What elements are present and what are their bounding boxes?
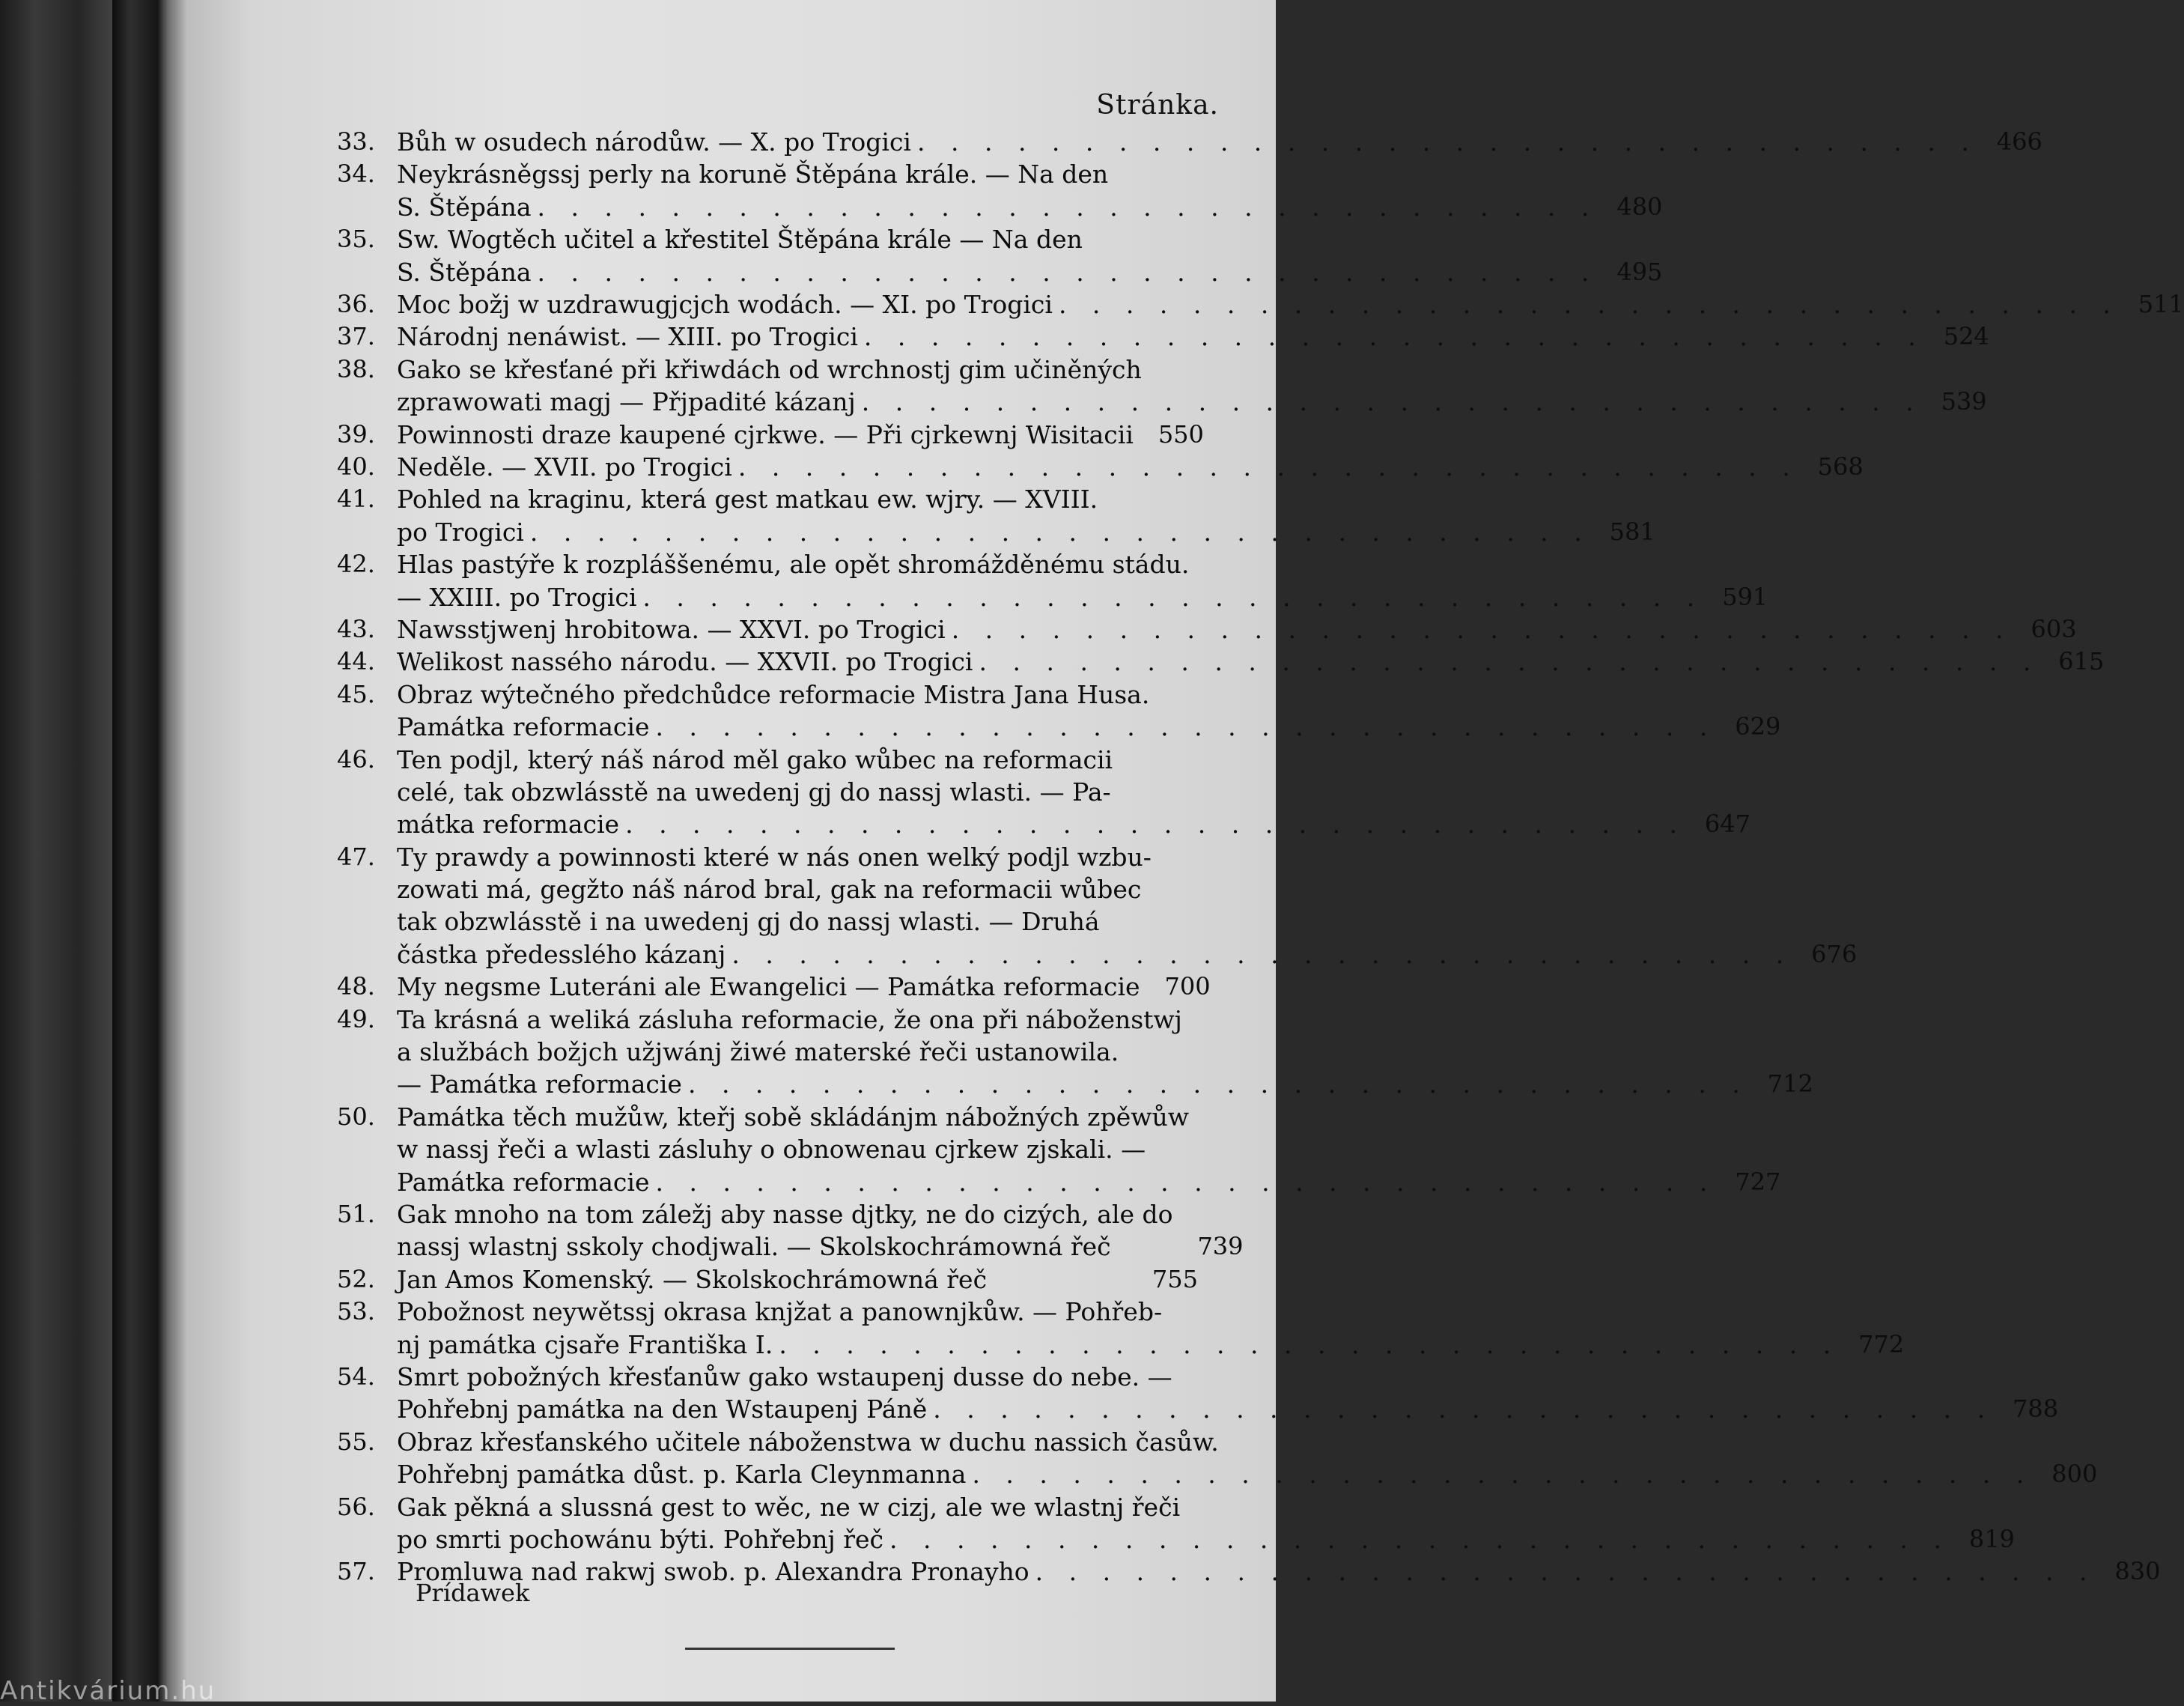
dot-leader: . . . . . . . . . . . . . . . . . . . . . . . . . . . . . . . . (933, 1394, 1995, 1424)
entry-body (397, 646, 2104, 678)
page-number: 568 (1817, 452, 1864, 481)
entry-title-text: Nawsstjwenj hrobitowa. — XXVI. po Trogici (397, 614, 946, 644)
entry-title-text: Památka těch mužůw, kteřj sobě skládánjm nábožných zpěwůw (397, 1102, 1189, 1132)
page-number: 480 (1616, 192, 1663, 221)
entry-line (397, 419, 1204, 451)
page-number (1686, 744, 1750, 776)
entry-line (397, 1491, 2015, 1523)
dot-leader (1189, 548, 1703, 580)
toc-entry (337, 1101, 1781, 1198)
entry-title-text: celé, tak obzwlásstě na uwedenj gj do nassj wlasti. — Pa- (397, 777, 1111, 807)
entry-title-text: Ta krásná a weliká zásluha reformacie, že ona při náboženstwj (397, 1004, 1182, 1034)
entry-title-text: My negsme Luteráni ale Ewangelici — Památka reformacie (397, 972, 1140, 1002)
entry-title-text: Obraz wýtečného předchůdce reformacie Mistra Jana Husa. (397, 679, 1150, 709)
entry-number: 34. (337, 160, 375, 189)
entry-body (397, 288, 2184, 321)
page-number (2033, 1426, 2097, 1458)
entry-title-text: Obraz křesťanského učitele náboženstwa w duchu nassich časůw. (397, 1427, 1219, 1457)
toc-entry (337, 419, 1204, 451)
dot-leader (1119, 1036, 1749, 1068)
dot-leader: . . . . . . . . . . . . . . . . . . . . . . . . . . . . . . . . (687, 1069, 1749, 1099)
toc-entry (337, 1361, 2059, 1426)
entry-line (397, 808, 1750, 840)
toc-entry (337, 1296, 1905, 1361)
entry-number: 54. (337, 1362, 375, 1391)
entry-body (397, 1426, 2097, 1491)
entry-number: 42. (337, 550, 375, 579)
entry-title-text: zprawowati magj — Přjpadité kázanj (397, 387, 856, 417)
page-number: 739 (1197, 1232, 1244, 1261)
entry-number: 52. (337, 1264, 375, 1293)
page-number: 591 (1722, 582, 1768, 611)
footer-rule (685, 1648, 895, 1650)
page-number (1792, 905, 1857, 938)
entry-line (397, 191, 1662, 223)
dot-leader: . . . . . . . . . . . . . . . . . . . . . . . . . . . . . . . . (655, 1167, 1717, 1197)
entry-title-text: tak obzwlásstě i na uwedenj gj do nassj wlasti. — Druhá (397, 907, 1100, 937)
entry-line (397, 516, 1655, 548)
dot-leader: . . . . . . . . . . . . . . . . . . . . . . . . . . . . . . . . (979, 647, 2040, 677)
entry-title-text: Pobožnost neywětssj okrasa knjžat a panownjkůw. — Pohřeb- (397, 1297, 1163, 1327)
entry-line (397, 1329, 1904, 1361)
entry-body (397, 158, 1662, 223)
dot-leader (1172, 1361, 1994, 1393)
entry-line (397, 223, 1662, 255)
entry-title-text: po smrti pochowánu býti. Pohřebnj řeč (397, 1524, 884, 1554)
dot-leader (1149, 679, 1716, 711)
dot-leader: . . . . . . . . . . . . . . . . . . . . . . . . . . . . . . . . (861, 387, 1923, 417)
entry-title-text: Památka reformacie (397, 1167, 650, 1197)
entry-body (397, 451, 1864, 483)
entry-body (397, 1101, 1780, 1198)
dot-leader (1189, 1101, 1716, 1133)
page-number (1792, 841, 1857, 873)
dot-leader (1108, 158, 1598, 190)
page-number (1749, 1036, 1813, 1068)
entry-line (397, 256, 1662, 288)
page-number: 511 (2138, 289, 2184, 318)
page-number (1598, 158, 1662, 190)
entry-line (397, 158, 1662, 190)
entry-number: 41. (337, 485, 375, 514)
dot-leader: . . . . . . . . . . . . . . . . . . . . . . . . . . . . . . . . (1035, 1557, 2096, 1587)
page-number: 830 (2114, 1557, 2161, 1586)
page-number: 466 (1996, 127, 2042, 156)
toc-entry (337, 679, 1781, 744)
entry-line (397, 1068, 1813, 1100)
dot-leader (1113, 744, 1686, 776)
entry-line (397, 1393, 2058, 1425)
entry-line (397, 873, 1857, 905)
entry-title-text: S. Štěpána (397, 192, 532, 222)
entry-title-text: S. Štěpána (397, 257, 532, 287)
entry-body (397, 1555, 2161, 1588)
entry-line (397, 744, 1750, 776)
page-number: 712 (1767, 1069, 1813, 1099)
entry-number: 38. (337, 354, 375, 383)
toc-entry (337, 548, 1768, 613)
watermark: Antikvárium.hu (0, 1676, 216, 1706)
page-number: 700 (1164, 972, 1211, 1001)
toc-entry (337, 158, 1663, 223)
dot-leader: . . . . . . . . . . . . . . . . . . . . . . . . . . . . . . . . (737, 452, 1799, 482)
page-number (1716, 1101, 1780, 1133)
entry-line (397, 1426, 2097, 1458)
entry-body (397, 1361, 2058, 1426)
entry-line (397, 386, 1987, 418)
page-number: 676 (1811, 939, 1858, 968)
entry-number: 39. (337, 419, 375, 449)
page-number: 550 (1158, 419, 1204, 449)
entry-line (397, 841, 1857, 873)
entry-number: 46. (337, 744, 375, 774)
entry-title-text: částka předesslého kázanj (397, 939, 726, 969)
page-number (1950, 1491, 2015, 1523)
entry-title-text: Gako se křesťané při křiwdách od wrchnostj gim učiněných (397, 354, 1142, 384)
entry-body (397, 613, 2077, 646)
page-number (1792, 873, 1857, 905)
dot-leader (1111, 776, 1686, 808)
dot-leader: . . . . . . . . . . . . . . . . . . . . . . . . . . . . . . . . (951, 614, 2013, 644)
entry-number: 43. (337, 614, 375, 643)
dot-leader (1134, 419, 1140, 451)
entry-line (397, 905, 1857, 938)
entry-line (397, 971, 1211, 1003)
entry-body (397, 1296, 1904, 1361)
page-number (1994, 1361, 2058, 1393)
entry-number: 40. (337, 452, 375, 481)
entry-body (397, 548, 1768, 613)
page-number (1716, 679, 1780, 711)
entry-line (397, 1004, 1813, 1036)
entry-title-text: Hlas pastýře k rozpláššenému, ale opět shromážděnému stádu. (397, 550, 1190, 580)
entry-title-text: Smrt pobožných křesťanůw gako wstaupenj dusse do nebe. — (397, 1362, 1172, 1391)
dot-leader: . . . . . . . . . . . . . . . . . . . . . . . . . . . . . . . . (731, 939, 1793, 969)
entry-line (397, 679, 1780, 711)
entry-body (397, 483, 1655, 548)
page-number (1686, 776, 1750, 808)
entry-number: 53. (337, 1297, 375, 1326)
dot-leader: . . . . . . . . . . . . . . . . . . . . . . . . . . . . . . . . (537, 257, 1599, 287)
dot-leader: . . . . . . . . . . . . . . . . . . . . . . . . . . . . . . . . (889, 1524, 1950, 1554)
entry-line (397, 1230, 1244, 1263)
dot-leader (1083, 223, 1599, 255)
entry-line (397, 1555, 2161, 1588)
page-number: 772 (1858, 1329, 1905, 1359)
entry-title-text: zowati má, gegžto náš národ bral, gak na reformacii wůbec (397, 875, 1142, 905)
toc-entry (337, 1263, 1198, 1296)
page-number: 603 (2031, 614, 2077, 643)
entry-title-text: Neděle. — XVII. po Trogici (397, 452, 732, 482)
entry-body (397, 971, 1211, 1003)
entry-number: 55. (337, 1427, 375, 1456)
entry-title-text: po Trogici (397, 517, 524, 547)
entry-title-text: Pohled na kraginu, která gest matkau ew. wjry. — XVIII. (397, 485, 1098, 514)
dot-leader: . . . . . . . . . . . . . . . . . . . . . . . . . . . . . . . . (863, 322, 1925, 352)
toc-entry (337, 1004, 1813, 1101)
dot-leader (1219, 1426, 2034, 1458)
entry-line (397, 1166, 1780, 1198)
page-number (1598, 223, 1662, 255)
entry-line (397, 938, 1857, 971)
entry-line (397, 1133, 1780, 1165)
entry-number: 35. (337, 225, 375, 254)
entry-line (397, 288, 2184, 321)
page-number: 524 (1943, 322, 1989, 351)
entry-body (397, 744, 1750, 841)
dot-leader: . . . . . . . . . . . . . . . . . . . . . . . . . . . . . . . . (972, 1460, 2034, 1490)
dot-leader (1173, 1198, 1179, 1230)
dot-leader: . . . . . . . . . . . . . . . . . . . . . . . . . . . . . . . . (779, 1329, 1840, 1359)
dot-leader: . . . . . . . . . . . . . . . . . . . . . . . . . . . . . . . . (655, 712, 1717, 742)
dot-leader (1098, 483, 1591, 515)
dot-leader: . . . . . . . . . . . . . . . . . . . . . . . . . . . . . . . . (537, 192, 1599, 222)
toc-entry (337, 1491, 2015, 1556)
entry-body (397, 679, 1780, 744)
entry-title-text: w nassj řeči a wlasti zásluhy o obnowenau cjrkew zjskali. — (397, 1135, 1146, 1165)
entry-title-text: — Památka reformacie (397, 1069, 682, 1099)
appendix-label: Prídawek (416, 1579, 530, 1607)
toc-entry (337, 841, 1858, 971)
toc-entry (337, 613, 2077, 646)
dot-leader: . . . . . . . . . . . . . . . . . . . . . . . . . . . . . . . . (529, 517, 1591, 547)
entry-line (397, 1296, 1904, 1328)
entry-title-text: Národnj nenáwist. — XIII. po Trogici (397, 322, 858, 352)
page-number: 495 (1616, 257, 1663, 286)
entry-number: 56. (337, 1492, 375, 1521)
entry-line (397, 1101, 1780, 1133)
page-number: 581 (1609, 517, 1655, 546)
entry-number: 51. (337, 1200, 375, 1229)
entry-line (397, 1523, 2015, 1555)
entry-body (397, 1198, 1244, 1263)
page-number: 647 (1704, 810, 1750, 839)
entry-number: 48. (337, 972, 375, 1001)
page-number: 819 (1968, 1524, 2015, 1553)
entry-line (397, 1198, 1244, 1230)
entry-body (397, 1263, 1198, 1296)
entry-title-text: mátka reformacie (397, 810, 620, 840)
entry-body (397, 321, 1989, 353)
page-number (1591, 483, 1655, 515)
entry-title-text: a službách božjch užjwánj žiwé materské řeči ustanowila. (397, 1037, 1119, 1067)
entry-number: 33. (337, 127, 375, 156)
entry-number: 50. (337, 1102, 375, 1131)
entry-title-text: — XXIII. po Trogici (397, 582, 637, 612)
entry-number: 49. (337, 1004, 375, 1033)
dot-leader (1182, 1004, 1749, 1036)
page-number: 788 (2013, 1394, 2059, 1424)
entry-number: 44. (337, 647, 375, 676)
toc-entry (337, 126, 2042, 158)
entry-title-text: Bůh w osudech národůw. — X. po Trogici (397, 127, 911, 157)
entry-title-text: Powinnosti draze kaupené cjrkwe. — Při cjrkewnj Wisitacii (397, 419, 1134, 449)
entry-body (397, 419, 1204, 451)
entry-line (397, 548, 1768, 580)
page-number (1703, 548, 1768, 580)
toc-entry (337, 353, 1987, 419)
toc-entry (337, 646, 2105, 678)
toc-entry (337, 744, 1750, 841)
dot-leader: . . . . . . . . . . . . . . . . . . . . . . . . . . . . . . . . (642, 582, 1704, 612)
entry-title-text: nj památka cjsaře Františka I. (397, 1329, 773, 1359)
entry-line (397, 1263, 1198, 1296)
entry-number: 36. (337, 289, 375, 318)
entry-number: 37. (337, 322, 375, 351)
entry-title-text: Promluwa nad rakwj swob. p. Alexandra Pronayho (397, 1557, 1029, 1587)
toc-entry (337, 483, 1655, 548)
page-number: 727 (1735, 1167, 1781, 1196)
page-number: 539 (1941, 387, 1987, 416)
dot-leader (1140, 971, 1146, 1003)
entry-title-text: Památka reformacie (397, 712, 650, 742)
page-number: 629 (1735, 712, 1781, 741)
entry-body (397, 126, 2042, 158)
dot-leader (987, 1263, 1134, 1296)
page-number (1179, 1198, 1244, 1230)
toc-entry (337, 321, 1989, 353)
dot-leader: . . . . . . . . . . . . . . . . . . . . . . . . . . . . . . . . (917, 127, 1978, 157)
page-number (1716, 1133, 1780, 1165)
entry-body (397, 353, 1987, 419)
entry-title-text: Neykrásněgssj perly na korunĕ Štěpána krále. — Na den (397, 160, 1109, 189)
dot-leader: . . . . . . . . . . . . . . . . . . . . . . . . . . . . . . . . (1058, 289, 2120, 319)
dot-leader (1141, 873, 1792, 905)
entry-body (397, 1004, 1813, 1101)
entry-title-text: Ty prawdy a powinnosti které w nás onen welký podjl wzbu- (397, 842, 1152, 872)
entry-title-text: Sw. Wogtěch učitel a křestitel Štěpána krále — Na den (397, 225, 1083, 255)
dot-leader (1162, 1296, 1840, 1328)
entry-number: 57. (337, 1557, 375, 1586)
book-page (187, 0, 2184, 1702)
entry-body (397, 841, 1857, 971)
entry-title-text: Moc božj w uzdrawugjcjch wodách. — XI. po Trogici (397, 289, 1053, 319)
entry-title-text: Jan Amos Komenský. — Skolskochrámowná řeč (397, 1264, 988, 1294)
spine-binding (112, 0, 157, 1702)
entry-title-text: Welikost nassého národu. — XXVII. po Trogici (397, 647, 973, 677)
entry-line (397, 1036, 1813, 1068)
entry-title-text: Gak pěkná a slussná gest to wěc, ne w cizj, ale we wlastnj řeči (397, 1492, 1181, 1522)
dot-leader: . . . . . . . . . . . . . . . . . . . . . . . . . . . . . . . . (625, 810, 1686, 840)
entry-title-text: Gak mnoho na tom záležj aby nasse djtky, ne do cizých, ale do (397, 1200, 1173, 1230)
entry-title-text: Pohřebnj památka důst. p. Karla Cleynmanna (397, 1460, 967, 1490)
dot-leader (1111, 1230, 1179, 1263)
dot-leader (1152, 841, 1792, 873)
entry-title-text: Pohřebnj památka na den Wstaupenj Páně (397, 1394, 928, 1424)
page-column-header: Stránka. (1096, 90, 1219, 121)
toc-entry (337, 451, 1864, 483)
entry-title-text: nassj wlastnj sskoly chodjwali. — Skolskochrámowná řeč (397, 1232, 1111, 1262)
toc-entry (337, 223, 1663, 288)
page-number: 800 (2051, 1460, 2098, 1489)
entry-body (397, 223, 1662, 288)
page-edge-shadow (157, 0, 187, 1702)
entry-line (397, 126, 2042, 158)
dot-leader (1180, 1491, 1950, 1523)
entry-number: 47. (337, 842, 375, 871)
entry-title-text: Ten podjl, který náš národ měl gako wůbec na reformacii (397, 744, 1113, 774)
entry-line (397, 451, 1864, 483)
table-of-contents (337, 126, 2184, 1588)
page-number: 755 (1152, 1264, 1198, 1293)
dot-leader (1142, 353, 1923, 386)
page-number (1749, 1004, 1813, 1036)
dot-leader (1146, 1133, 1716, 1165)
toc-entry (337, 1426, 2098, 1491)
entry-line (397, 711, 1780, 743)
entry-line (397, 483, 1655, 515)
page-number: 615 (2058, 647, 2105, 676)
dot-leader (1100, 905, 1793, 938)
entry-line (397, 581, 1768, 613)
entry-line (397, 321, 1989, 353)
entry-line (397, 776, 1750, 808)
toc-entry (337, 1198, 1244, 1263)
page-number (1923, 353, 1987, 386)
entry-line (397, 613, 2077, 646)
entry-number: 45. (337, 679, 375, 708)
toc-entry (337, 288, 2184, 321)
entry-line (397, 1361, 2058, 1393)
entry-line (397, 646, 2104, 678)
entry-body (397, 1491, 2015, 1556)
toc-entry (337, 971, 1211, 1003)
entry-line (397, 1458, 2097, 1490)
entry-line (397, 353, 1987, 386)
page-number (1840, 1296, 1904, 1328)
